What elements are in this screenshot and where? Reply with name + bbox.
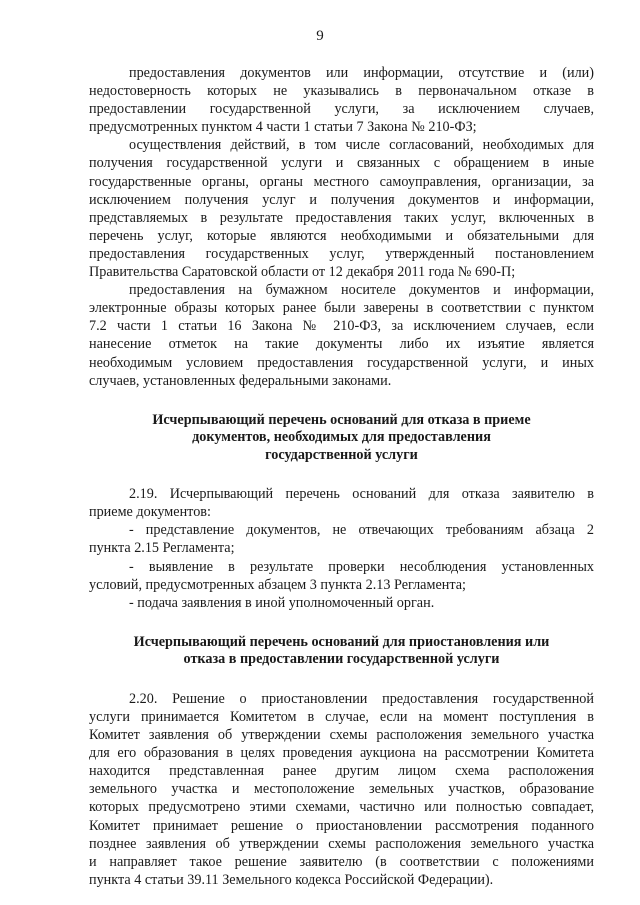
list-item: - подача заявления в иной уполномоченный орган. <box>129 594 435 611</box>
text-line: осуществления действий, в том числе согласований, необходимых для <box>129 137 594 154</box>
paragraph-paper-documents <box>89 281 594 390</box>
text-line: получения государственной услуги и связанных с обращением в иные <box>89 155 594 172</box>
text-line: позднее заявления об утверждении схемы расположения земельного участка <box>89 835 594 852</box>
text-line: услуги принимается Комитетом в случае, если на момент поступления в <box>89 708 594 725</box>
text-line: Правительства Саратовской области от 12 декабря 2011 года № 690-П; <box>89 264 516 281</box>
text-line: электронные образы которых ранее были заверены в соответствии с пунктом <box>89 300 594 317</box>
text-line: нанесение отметок на такие документы либо их изъятие является <box>89 336 594 353</box>
text-line: необходимым условием предоставления государственной услуги, и иных <box>89 354 594 371</box>
text-line: пункта 4 статьи 39.11 Земельного кодекса Российской Федерации). <box>89 871 494 888</box>
text-line: предусмотренных пунктом 4 части 1 статьи 7 Закона № 210-ФЗ; <box>89 119 477 136</box>
document-body <box>89 64 594 889</box>
heading-line: государственной услуги <box>265 446 418 463</box>
text-line: земельного участка и местоположение земельных участков, образование <box>89 781 594 798</box>
text-line: исключением получения услуг и получения документов и информации, <box>89 191 594 208</box>
text-line: находится представленная ранее другим лицом схема расположения <box>89 763 594 780</box>
text-line: случаев, установленных федеральными законами. <box>89 372 392 389</box>
text-line: предоставлении государственной услуги, за исключением случаев, <box>89 101 594 118</box>
heading-line: документов, необходимых для предоставления <box>192 429 491 446</box>
page-number: 9 <box>316 28 324 44</box>
text-line: которых предусмотрено этими схемами, частично или полностью совпадает, <box>89 799 594 816</box>
text-line: пункта 2.15 Регламента; <box>89 540 235 557</box>
text-line: для его образования в целях проведения аукциона на рассмотрении Комитета <box>89 745 594 762</box>
text-line: и направляет такое решение заявителю (в соответствии с положениями <box>89 853 594 870</box>
text-line: государственные органы, органы местного самоуправления, организации, за <box>89 173 594 190</box>
text-line: Комитет принимает решение о приостановлении рассмотрения поданного <box>89 817 594 834</box>
list-item: - выявление в результате проверки несоблюдения установленных <box>129 558 594 575</box>
text-line: предоставления на бумажном носителе документов и информации, <box>129 282 594 299</box>
text-line: 7.2 части 1 статьи 16 Закона № 210-ФЗ, за исключением случаев, если <box>89 318 594 335</box>
text-line: предоставления документов или информации, отсутствие и (или) <box>129 65 594 81</box>
heading-line: Исчерпывающий перечень оснований для приостановления или <box>133 633 550 650</box>
text-line: приеме документов: <box>89 504 211 521</box>
list-item: - представление документов, не отвечающих требованиям абзаца 2 <box>129 522 594 539</box>
text-line: 2.19. Исчерпывающий перечень оснований для отказа заявителю в <box>129 486 594 503</box>
text-line: перечень услуг, которые являются необходимыми и обязательными для <box>89 227 594 244</box>
section-2-19 <box>89 485 594 612</box>
heading-line: Исчерпывающий перечень оснований для отказа в приеме <box>152 411 531 428</box>
heading-line: отказа в предоставлении государственной услуги <box>183 651 500 668</box>
section-heading-refusal-documents <box>89 412 594 465</box>
section-heading-suspension <box>89 634 594 669</box>
text-line: недостоверность которых не указывались в первоначальном отказе в <box>89 83 594 100</box>
section-2-20 <box>89 690 594 889</box>
text-line: условий, предусмотренных абзацем 3 пункта 2.13 Регламента; <box>89 576 466 593</box>
text-line: представляемых в результате предоставления таких услуг, включенных в <box>89 209 594 226</box>
text-line: 2.20. Решение о приостановлении предоставления государственной <box>129 690 594 707</box>
paragraph-intro <box>89 64 594 136</box>
text-line: Комитет заявления об утверждении схемы расположения земельного участка <box>89 727 594 744</box>
paragraph-actions <box>89 136 594 281</box>
text-line: предоставления государственных услуг, утвержденный постановлением <box>89 245 594 262</box>
